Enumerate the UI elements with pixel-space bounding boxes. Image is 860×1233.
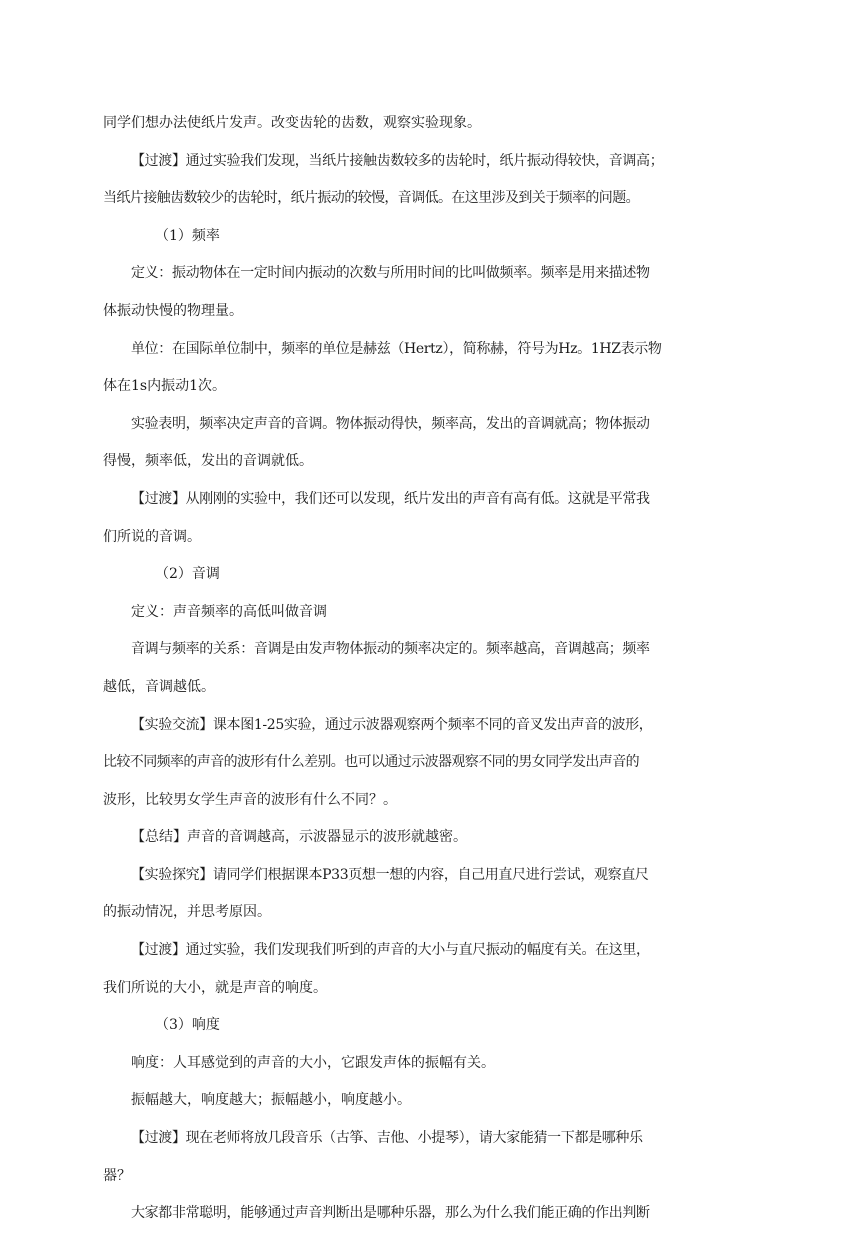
transition-paragraph-line: 【过渡】现在老师将放几段音乐（古筝、吉他、小提琴），请大家能猜一下都是哪种乐 <box>131 1130 643 1147</box>
unit-line: 单位：在国际单位制中，频率的单位是赫兹（Hertz），简称赫，符号为Hz。1HZ表示物 <box>131 340 662 357</box>
definition-line: 定义：声音频率的高低叫做音调 <box>131 603 327 620</box>
paragraph-line: 的振动情况，并思考原因。 <box>103 904 271 921</box>
paragraph-line: 体在1s内振动1次。 <box>103 378 226 395</box>
definition-line: 定义：振动物体在一定时间内振动的次数与所用时间的比叫做频率。频率是用来描述物 <box>131 265 650 282</box>
paragraph-line: 音调与频率的关系：音调是由发声物体振动的频率决定的。频率越高，音调越高；频率 <box>131 641 650 658</box>
experiment-exchange-line: 【实验交流】课本图1-25实验，通过示波器观察两个频率不同的音叉发出声音的波形， <box>131 716 653 733</box>
transition-paragraph-line: 【过渡】从刚刚的实验中，我们还可以发现，纸片发出的声音有高有低。这就是平常我 <box>131 490 650 507</box>
paragraph-line: 当纸片接触齿数较少的齿轮时，纸片振动的较慢，音调低。在这里涉及到关于频率的问题。 <box>103 190 639 207</box>
paragraph-line: 比较不同频率的声音的波形有什么差别。也可以通过示波器观察不同的男女同学发出声音的 <box>103 754 639 771</box>
section-heading-loudness: （3）响度 <box>155 1017 220 1034</box>
paragraph-line: 我们所说的大小，就是声音的响度。 <box>103 979 327 996</box>
definition-line: 响度：人耳感觉到的声音的大小，它跟发声体的振幅有关。 <box>131 1054 495 1071</box>
summary-line: 【总结】声音的音调越高，示波器显示的波形就越密。 <box>131 829 467 846</box>
paragraph-line: 实验表明，频率决定声音的音调。物体振动得快，频率高，发出的音调就高；物体振动 <box>131 415 650 432</box>
paragraph-line: 器？ <box>103 1167 131 1184</box>
paragraph-line: 大家都非常聪明，能够通过声音判断出是哪种乐器，那么为什么我们能正确的作出判断 <box>131 1205 650 1222</box>
document-page <box>103 105 739 1233</box>
paragraph-line: 体振动快慢的物理量。 <box>103 302 243 319</box>
transition-paragraph-line: 【过渡】通过实验，我们发现我们听到的声音的大小与直尺振动的幅度有关。在这里， <box>131 942 650 959</box>
paragraph-line: 波形，比较男女学生声音的波形有什么不同？。 <box>103 791 397 808</box>
paragraph-line: 得慢，频率低，发出的音调就低。 <box>103 453 313 470</box>
paragraph-line: 越低，音调越低。 <box>103 678 215 695</box>
paragraph-line: 同学们想办法使纸片发声。改变齿轮的齿数，观察实验现象。 <box>103 115 481 131</box>
transition-paragraph-line: 【过渡】通过实验我们发现，当纸片接触齿数较多的齿轮时，纸片振动得较快，音调高； <box>131 152 664 169</box>
paragraph-line: 们所说的音调。 <box>103 528 201 545</box>
section-heading-frequency: （1）频率 <box>155 227 220 244</box>
section-heading-pitch: （2）音调 <box>155 566 220 583</box>
paragraph-line: 振幅越大，响度越大；振幅越小，响度越小。 <box>131 1092 411 1109</box>
experiment-inquiry-line: 【实验探究】请同学们根据课本P33页想一想的内容，自己用直尺进行尝试，观察直尺 <box>131 866 649 883</box>
